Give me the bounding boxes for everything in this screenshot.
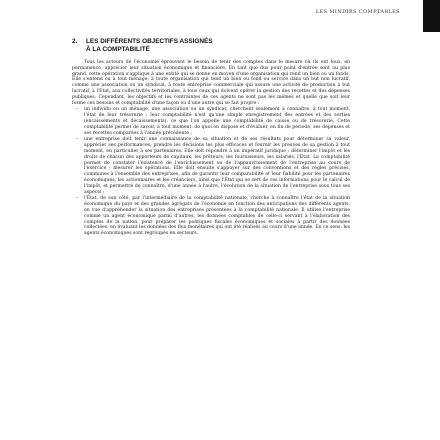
- intro-paragraph: Tous les acteurs de l'économie éprouvent le besoin de tenir des comptes dans le mesure où ils ont tous, en permanence, apprécier leur situation économique et financière. En tant que dus pour point d'entrée sont au plus grand, cette opération s'applique à une entité qui se donne en moyen d'une organisation qui rend un bien ou un fonds. Elle s'entend ou à tout ménage, à toute organisation qui tend un bien ou fond ou service dans un but non lucratif, comme une association ou un syndicat, à toute entreprise commerciale qui assure une activité de production à but lucratif, à l'État, aux collectivités territoriales, à tous ceux qui doivent opérer la gestion des recettes et des dépenses publiques. Cependant, les objectifs et les contraintes de ces agents ne sont pas les mêmes et quelle que soit leur forme ces besoins et comptabilité d'une façon ou d'une autre qui se fait propre :: [72, 60, 350, 106]
- list-item-text: une entreprise doit tenir une connaissance de sa situation et de ses résultats pour déterminer sa valeur, apprécier ses performances, prendre les décisions les plus efficaces et fournir les preuves de sa gestion à tout moment, en particulier à ses partenaires. Elle doit répondre à un impératif juridique : déterminer l'impôt et les droits de chacun des apporteurs de capitaux, les prêteurs, les fournisseurs, les salariés, l'État. La comptabilité permet de constater l'existence de l'enrichissement ou de l'appauvrissement de l'entreprise au cours de l'exercice ; mesurer les opérations. Elle doit ensuite s'appuyer sur des conventions et des règles précises, communes à l'ensemble des entreprises, afin de garantir leur comparabilité et leur fiabilité pour les partenaires économiques, les actionnaires et les créanciers, ainsi que l'État qui se sert de ces informations pour le calcul de l'impôt, et permettre de connaître, d'une année à l'autre, l'évolution de la situation de l'entreprise sous tous ses aspects ;: [84, 137, 350, 195]
- bullet-list: [72, 107, 350, 237]
- list-item: [72, 107, 350, 136]
- section-number: 2.: [72, 38, 78, 45]
- page-content: [72, 38, 350, 238]
- running-header: LES MINDIRS COMPTABLES: [315, 9, 400, 15]
- list-item: [72, 196, 350, 237]
- chapter-edge-tab: [423, 0, 440, 32]
- list-item-text: un individu ou un ménage, une association ou un syndicat, cherchent seulement à connaître, à tout moment, l'état de leur trésorerie : leur comptabilité n'est qu'une simple enregistrement des entrées et des sorties (encaissements et décaissements), ce que l'on appelle une comptabilité de caisse ou de trésorerie. Cette comptabilité permet de savoir, à tout moment, de quoi on dispose et d'évaluer, en fin de période, ses dépenses et ses recettes comparées à l'année précédente ;: [84, 107, 350, 136]
- section-title-line-2: À LA COMPTABILITÉ: [86, 46, 150, 53]
- section-heading: [72, 38, 350, 54]
- list-item-text: l'État, de son côté, par l'intermédiaire de la comptabilité nationale, cherche à connaître l'état de la situation économique du pays et des grandes agrégats de l'économie en fonction des anticipations des différents agents, en vue d'appréhender la situation des entreprises présentées à la comptabilité nationale. Il utilise l'entreprise comme un agent économique parmi d'autres, les données comptables de celle-ci servant à l'élaboration des comptes de la nation, pour préparer les politiques fiscales économiques et sociales à partir des données collectées, en évaluant les données des flux monétaires qui ont été réalisés au cours d'une année. En ce sens, les agents économiques sont regroupés en secteurs.: [84, 196, 350, 237]
- dash-icon: –: [76, 137, 79, 143]
- section-title: [86, 38, 213, 54]
- dash-icon: –: [76, 107, 79, 113]
- body-text: [72, 60, 350, 237]
- section-title-line-1: LES DIFFÉRENTS OBJECTIFS ASSIGNÉS: [86, 38, 213, 45]
- list-item: [72, 137, 350, 195]
- dash-icon: –: [76, 196, 79, 202]
